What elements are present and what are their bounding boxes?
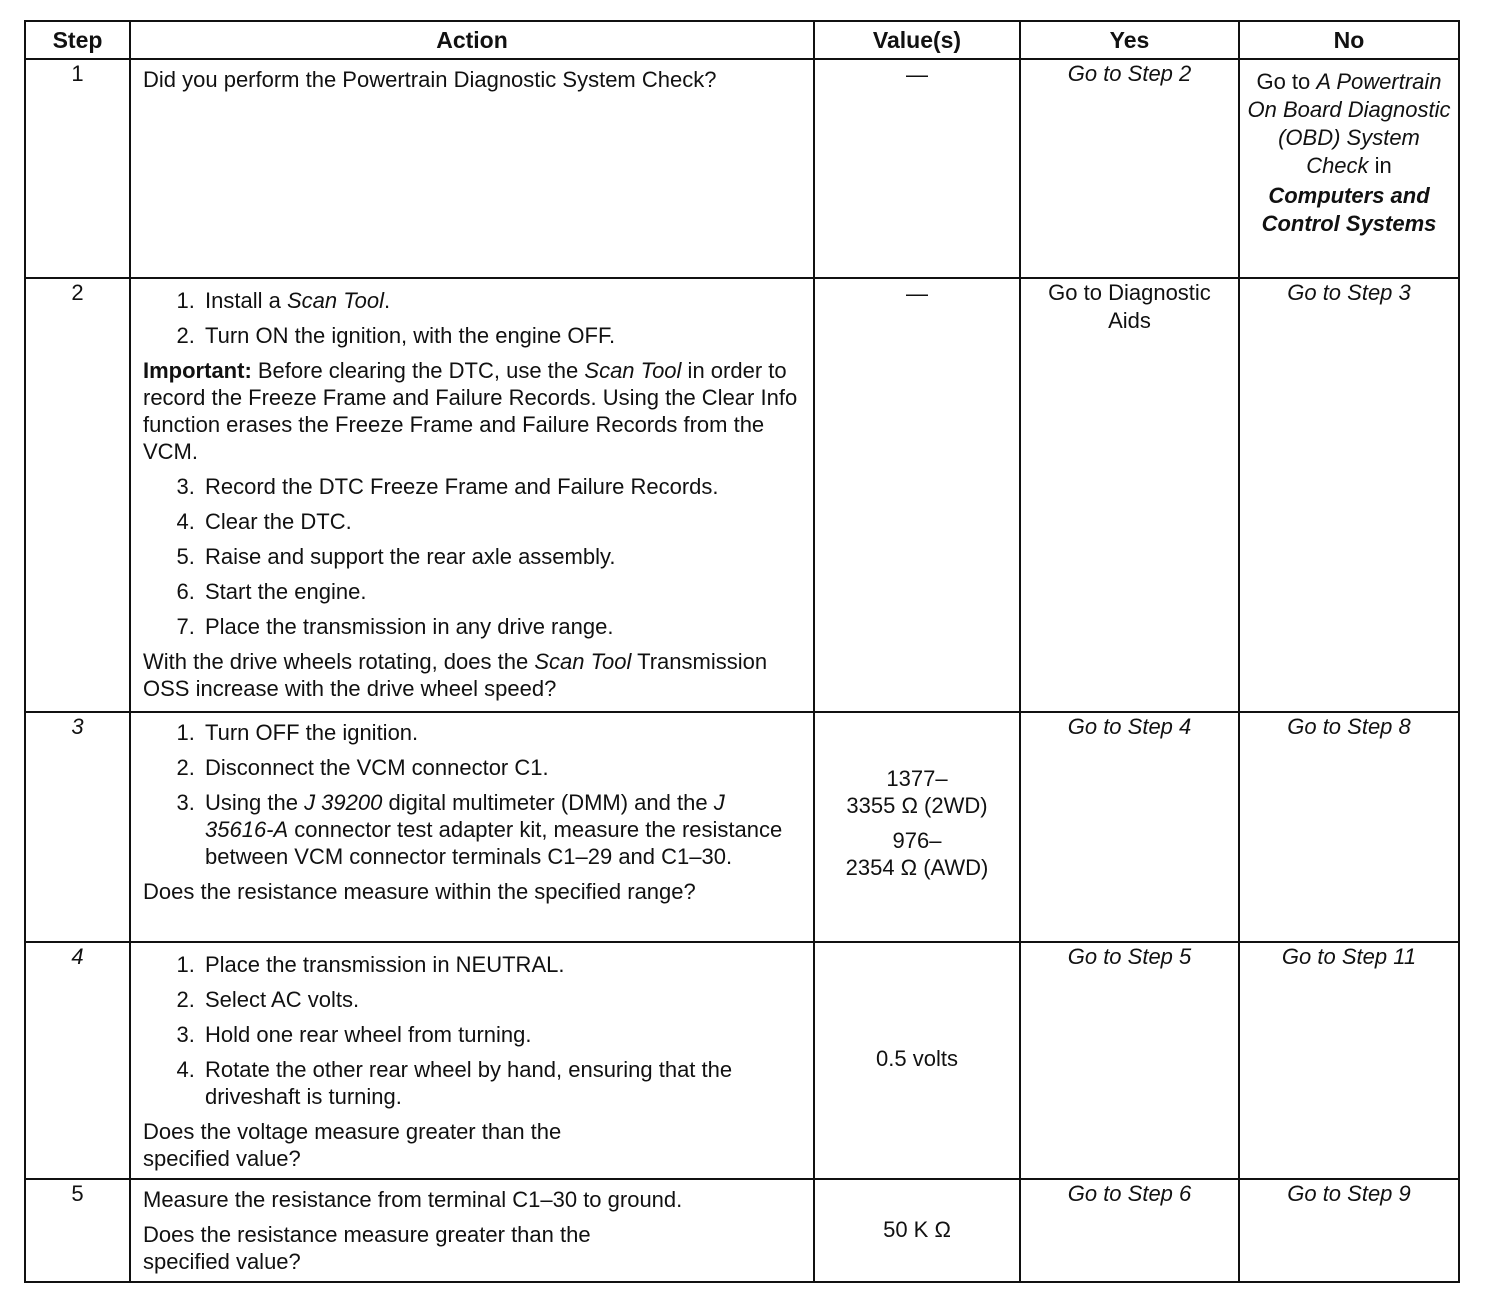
action-question: Did you perform the Powertrain Diagnostic System Check? (143, 67, 717, 92)
value-cell (814, 1179, 1020, 1282)
action-question: Does the resistance measure greater than the specified value? (143, 1222, 591, 1274)
yes-goto-link[interactable]: Go to Step 5 (1067, 944, 1192, 969)
no-mid: in (1368, 153, 1392, 178)
value-cell (814, 278, 1020, 712)
value-cell (814, 712, 1020, 942)
no-goto-link[interactable]: Go to Step 9 (1287, 1181, 1411, 1206)
list-item: 1. Place the transmission in NEUTRAL. (201, 951, 799, 978)
yes-goto-link[interactable]: Go to Step 6 (1067, 1181, 1192, 1206)
list-item: 5. Raise and support the rear axle assembly. (201, 543, 799, 570)
list-item: 3. Using the J 39200 digital multimeter (DMM) and the J 35616-A connector test adapter kit, measure the resistance between VCM connector terminals C1–29 and C1–30. (201, 789, 799, 870)
action-list (143, 951, 799, 1110)
header-action: Action (130, 21, 814, 59)
no-prefix: Go to (1256, 69, 1317, 94)
list-item: 3. Hold one rear wheel from turning. (201, 1021, 799, 1048)
table-row-step-5 (25, 1179, 1459, 1282)
list-item: 7. Place the transmission in any drive range. (201, 613, 799, 640)
value-text: — (906, 62, 928, 87)
table-row-step-1 (25, 59, 1459, 278)
list-item: 4. Rotate the other rear wheel by hand, ensuring that the driveshaft is turning. (201, 1056, 799, 1110)
header-yes: Yes (1020, 21, 1239, 59)
value-cell (814, 59, 1020, 278)
header-row (25, 21, 1459, 59)
step-number: 4 (25, 942, 130, 1179)
header-no: No (1239, 21, 1459, 59)
action-cell (130, 59, 814, 278)
yes-cell (1020, 712, 1239, 942)
list-item: 2. Select AC volts. (201, 986, 799, 1013)
action-question: Does the resistance measure within the specified range? (143, 879, 696, 904)
value-text: 50 K Ω (883, 1217, 951, 1242)
no-goto-link[interactable]: Go to Step 11 (1281, 944, 1417, 969)
list-item: 2. Turn ON the ignition, with the engine OFF. (201, 322, 799, 349)
header-step: Step (25, 21, 130, 59)
list-item: 3. Record the DTC Freeze Frame and Failure Records. (201, 473, 799, 500)
action-cell (130, 712, 814, 942)
no-goto-link[interactable]: A Powertrain On Board Diagnostic (OBD) System Check (1247, 69, 1451, 178)
yes-cell (1020, 59, 1239, 278)
table-row-step-3 (25, 712, 1459, 942)
value-text: — (906, 281, 928, 306)
yes-goto-link[interactable]: Go to Step 2 (1067, 61, 1192, 86)
diagnostic-table (24, 20, 1460, 1283)
no-goto-link[interactable]: Go to Step 8 (1287, 714, 1411, 739)
action-list (143, 287, 799, 349)
action-cell (130, 942, 814, 1179)
yes-cell (1020, 278, 1239, 712)
action-text: Measure the resistance from terminal C1–30 to ground. (143, 1187, 683, 1212)
yes-cell (1020, 942, 1239, 1179)
yes-goto-link[interactable]: Go to Step 4 (1067, 714, 1192, 739)
step-number: 5 (25, 1179, 130, 1282)
no-cell (1239, 712, 1459, 942)
value-line: 2354 Ω (AWD) (845, 855, 989, 880)
value-line: 1377– (886, 766, 948, 791)
action-list (143, 473, 799, 640)
list-item: 1. Install a Scan Tool. (201, 287, 799, 314)
action-question: With the drive wheels rotating, does the Scan Tool Transmission OSS increase with the drive wheel speed? (143, 649, 768, 701)
action-cell (130, 1179, 814, 1282)
list-item: 2. Disconnect the VCM connector C1. (201, 754, 799, 781)
value-line: 3355 Ω (2WD) (846, 793, 988, 818)
value-text: 0.5 volts (876, 1046, 958, 1071)
step-number: 3 (25, 712, 130, 942)
step-number: 1 (25, 59, 130, 278)
value-line: 976– (892, 828, 942, 853)
no-cell (1239, 1179, 1459, 1282)
value-cell (814, 942, 1020, 1179)
step-number: 2 (25, 278, 130, 712)
table-row-step-2 (25, 278, 1459, 712)
list-item: 6. Start the engine. (201, 578, 799, 605)
action-question: Does the voltage measure greater than the specified value? (143, 1119, 562, 1171)
no-cell (1239, 59, 1459, 278)
important-note: Important: Before clearing the DTC, use the Scan Tool in order to record the Freeze Frame and Failure Records. Using the Clear Info function erases the Freeze Frame and Failure Records from the VCM. (143, 358, 798, 464)
action-cell (130, 278, 814, 712)
yes-cell (1020, 1179, 1239, 1282)
header-values: Value(s) (814, 21, 1020, 59)
no-manual-ref: Computers and Control Systems (1261, 183, 1437, 236)
no-cell (1239, 942, 1459, 1179)
list-item: 4. Clear the DTC. (201, 508, 799, 535)
yes-goto-link[interactable]: Go to Diagnostic Aids (1048, 280, 1211, 333)
action-list (143, 719, 799, 870)
list-item: 1. Turn OFF the ignition. (201, 719, 799, 746)
no-goto-link[interactable]: Go to Step 3 (1287, 280, 1411, 305)
table-row-step-4 (25, 942, 1459, 1179)
no-cell (1239, 278, 1459, 712)
